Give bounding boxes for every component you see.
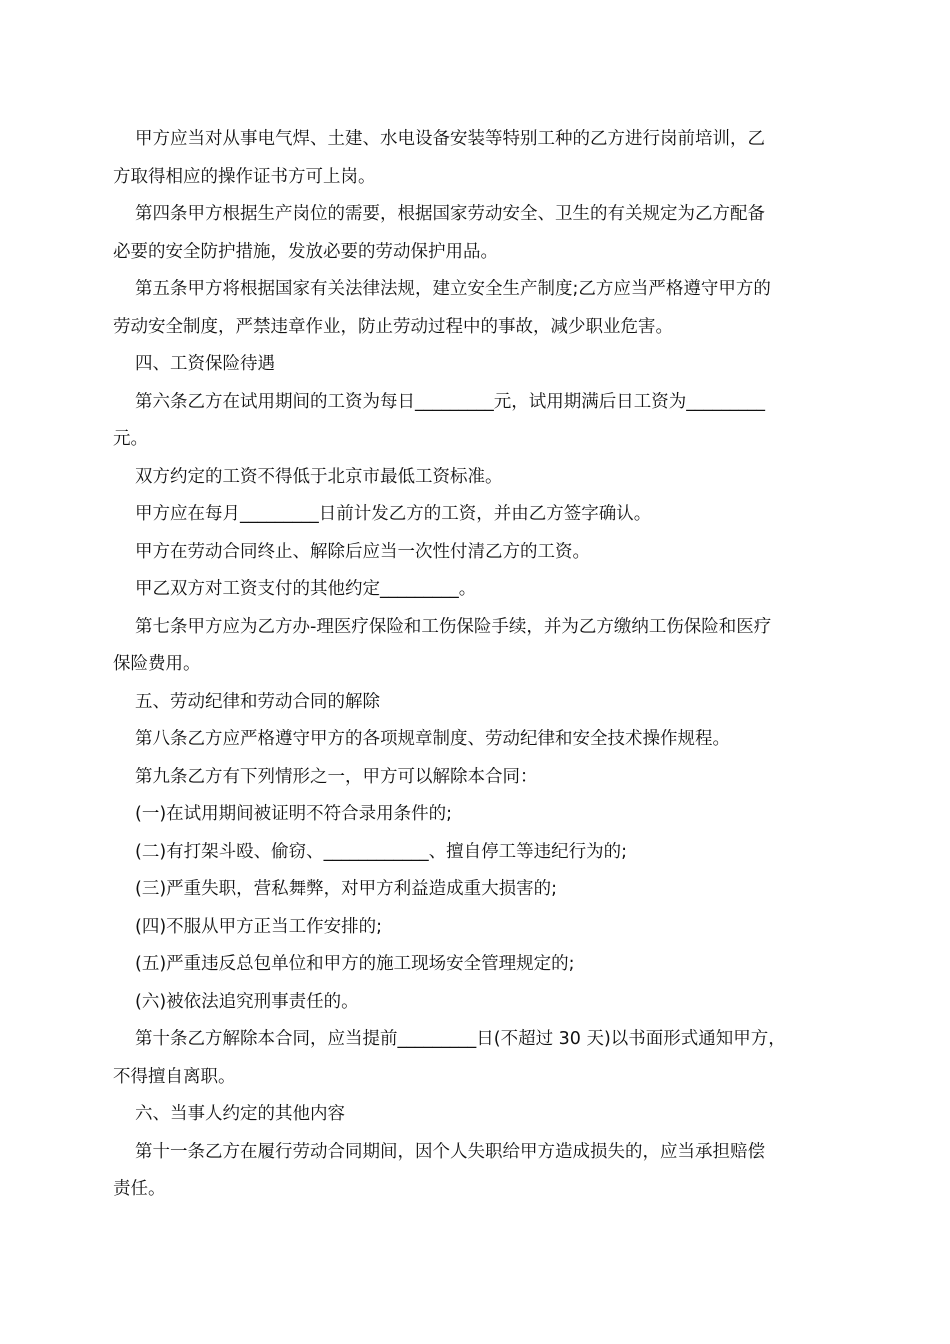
document-line: 劳动安全制度，严禁违章作业，防止劳动过程中的事故，减少职业危害。 [113, 316, 673, 337]
document-line: 甲方应在每月_________日前计发乙方的工资，并由乙方签字确认。 [135, 504, 652, 524]
document-line: (三)严重失职，营私舞弊，对甲方利益造成重大损害的; [135, 879, 558, 899]
document-line: 第七条甲方应为乙方办-理医疗保险和工伤保险手续，并为乙方缴纳工伤保险和医疗 [135, 616, 772, 637]
document-line: 第十条乙方解除本合同，应当提前_________日(不超过 30 天)以书面形式通知甲方， [135, 1029, 786, 1049]
document-line: 六、当事人约定的其他内容 [135, 1104, 345, 1124]
document-line: 第九条乙方有下列情形之一，甲方可以解除本合同： [135, 766, 538, 787]
document-line: (四)不服从甲方正当工作安排的; [135, 916, 383, 937]
contract-body [113, 121, 843, 1209]
document-line: 元。 [113, 429, 148, 449]
document-line: (一)在试用期间被证明不符合录用条件的; [135, 804, 453, 824]
document-line: 必要的安全防护措施，发放必要的劳动保护用品。 [113, 241, 498, 262]
document-line: 方取得相应的操作证书方可上岗。 [113, 166, 376, 187]
document-line: (二)有打架斗殴、偷窃、____________、擅自停工等违纪行为的; [135, 841, 628, 862]
document-line: 第十一条乙方在履行劳动合同期间，因个人失职给甲方造成损失的，应当承担赔偿 [135, 1141, 765, 1162]
document-line: 第四条甲方根据生产岗位的需要，根据国家劳动安全、卫生的有关规定为乙方配备 [135, 204, 765, 224]
document-line: 甲方在劳动合同终止、解除后应当一次性付清乙方的工资。 [135, 541, 590, 562]
document-line: 甲方应当对从事电气焊、土建、水电设备安装等特别工种的乙方进行岗前培训，乙 [135, 129, 765, 149]
document-line: 五、劳动纪律和劳动合同的解除 [135, 691, 380, 712]
document-line: (六)被依法追究刑事责任的。 [135, 991, 359, 1012]
document-line: 保险费用。 [113, 654, 201, 674]
document-line: 甲乙双方对工资支付的其他约定_________。 [135, 579, 477, 599]
document-line: (五)严重违反总包单位和甲方的施工现场安全管理规定的; [135, 954, 575, 974]
document-line: 第六条乙方在试用期间的工资为每日_________元，试用期满后日工资为_________ [135, 391, 765, 412]
document-line: 责任。 [113, 1179, 166, 1199]
document-line: 四、工资保险待遇 [135, 354, 275, 374]
document-line: 第八条乙方应严格遵守甲方的各项规章制度、劳动纪律和安全技术操作规程。 [135, 729, 730, 749]
document-line: 双方约定的工资不得低于北京市最低工资标准。 [135, 466, 503, 487]
document-line: 不得擅自离职。 [113, 1066, 236, 1087]
document-line: 第五条甲方将根据国家有关法律法规，建立安全生产制度;乙方应当严格遵守甲方的 [135, 279, 771, 299]
